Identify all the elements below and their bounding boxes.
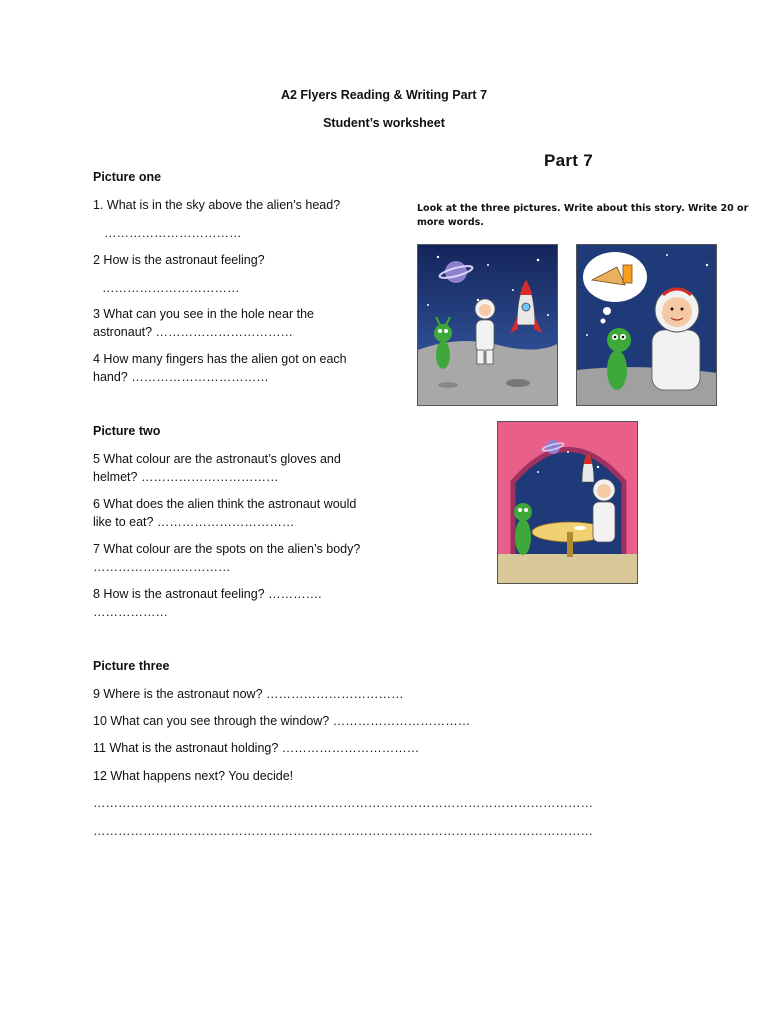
question-7-line2: …………………………… xyxy=(93,560,231,574)
question-9: 9 Where is the astronaut now? …………………………… xyxy=(93,687,404,701)
alien-icon xyxy=(514,503,532,555)
question-3-line1: 3 What can you see in the hole near the xyxy=(93,307,314,321)
instructions-line1: Look at the three pictures. Write about this story. Write 20 or xyxy=(417,203,749,214)
question-6-line1: 6 What does the alien think the astronaut would xyxy=(93,497,357,511)
picture-one-image xyxy=(417,244,558,406)
worksheet-subtitle: Student’s worksheet xyxy=(323,116,445,130)
question-12: 12 What happens next? You decide! xyxy=(93,769,294,783)
question-4-line2: hand? …………………………… xyxy=(93,370,269,384)
worksheet-title: A2 Flyers Reading & Writing Part 7 xyxy=(280,88,488,102)
section-heading-picture-two: Picture two xyxy=(93,424,161,438)
astronaut-icon xyxy=(652,288,700,390)
question-7-line1: 7 What colour are the spots on the alien’s body? xyxy=(93,542,361,556)
picture-two-image xyxy=(576,244,717,406)
section-heading-picture-three: Picture three xyxy=(93,659,170,673)
question-8-line1: 8 How is the astronaut feeling? …………. xyxy=(93,587,322,601)
question-4-line1: 4 How many fingers has the alien got on each xyxy=(93,352,347,366)
section-heading-picture-one: Picture one xyxy=(93,170,162,184)
question-10: 10 What can you see through the window? …………………………… xyxy=(93,714,471,728)
question-8-line2: ……………… xyxy=(93,605,168,619)
picture-three-image xyxy=(497,421,638,584)
answer-line-1: …………………………… xyxy=(104,226,242,240)
question-11: 11 What is the astronaut holding? …………………………… xyxy=(93,741,420,755)
question-3-line2: astronaut? …………………………… xyxy=(93,325,294,339)
question-6-line2: like to eat? …………………………… xyxy=(93,515,295,529)
astronaut-icon xyxy=(593,479,615,542)
answer-line-12a: ………………………………………………………………………………………………………… xyxy=(93,796,593,810)
instructions-line2: more words. xyxy=(417,217,484,228)
answer-line-12b: ………………………………………………………………………………………………………… xyxy=(93,824,593,838)
question-1: 1. What is in the sky above the alien’s head? xyxy=(93,198,341,212)
part-label: Part 7 xyxy=(544,151,594,170)
question-5-line1: 5 What colour are the astronaut’s gloves and xyxy=(93,452,341,466)
answer-line-2: …………………………… xyxy=(102,281,240,295)
question-5-line2: helmet? …………………………… xyxy=(93,470,279,484)
question-2: 2 How is the astronaut feeling? xyxy=(93,253,265,267)
